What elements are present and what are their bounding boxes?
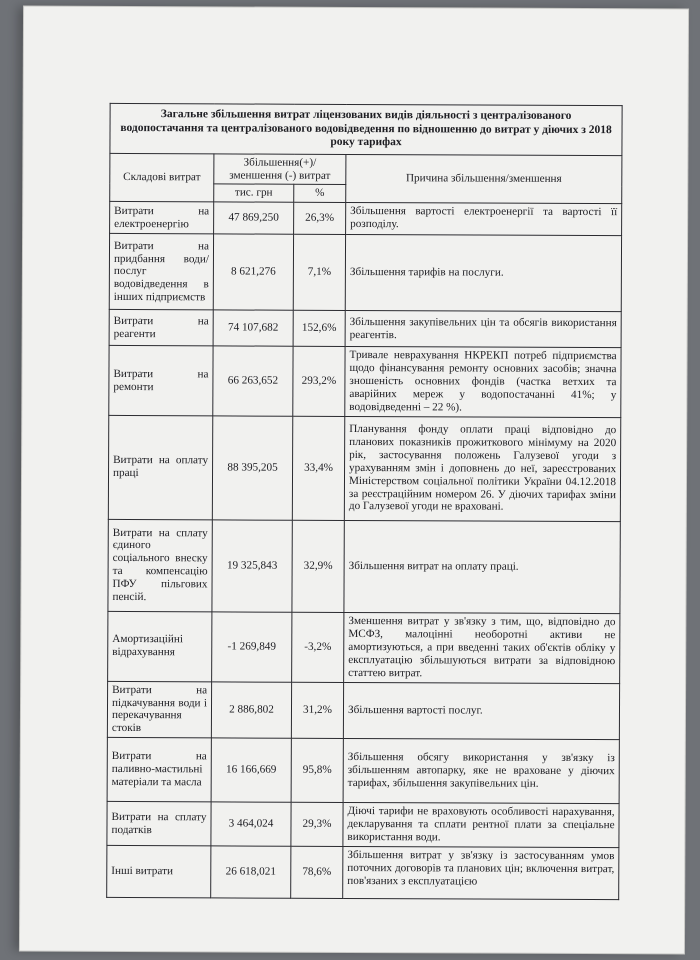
header-reason: Причина збільшення/зменшення [346,154,622,204]
document-page [106,103,621,900]
amount-cell: 66 263,652 [213,346,293,416]
percent-cell: 33,4% [292,416,344,520]
category-cell: Витрати на ремонти [109,346,213,416]
table-row [107,802,619,848]
amount-cell: 8 621,276 [213,234,293,310]
reason-cell: Зменшення витрат у зв'язку з тим, що, відповідно до МСФЗ, малоцінні необоротні активи не амортизуються, а при введенні таких об'єктів обліку у експлуатацію збільшуються витрати за відповідною статтею витрат. [344,612,620,683]
category-cell: Витрати на реагенти [109,310,213,346]
table-row [107,845,619,899]
table-row [109,346,621,418]
reason-cell: Збільшення закупівельних цін та обсягів використання реагентів. [345,311,621,348]
amount-cell: -1 269,849 [212,612,292,682]
reason-cell: Тривале неврахування НКРЕКП потреб підприємства щодо фінансування ремонту основних засобів; значна зношеність основних фондів (частка ветхих та аварійних мереж у водопостачанні 41%; у водовідведенні – 22 %). [345,347,621,418]
reason-cell: Збільшення витрат у зв'язку із застосуванням умов поточних договорів та планових цін; включення витрат, пов'язаних з експлуатацією [343,846,619,899]
amount-cell: 19 325,843 [212,520,292,612]
amount-cell: 47 869,250 [214,202,294,234]
category-cell: Амортизаційні відрахування [108,611,212,681]
header-row [110,153,622,186]
table-row [108,611,620,683]
category-cell: Витрати на електроенергію [110,202,214,234]
percent-cell: 293,2% [293,347,345,417]
amount-cell: 16 166,669 [211,738,291,802]
percent-cell: 152,6% [293,311,345,347]
table-title: Загальне збільшення витрат ліцензованих видів діяльності з централізованого водопостачання та централізованого водовідведення по відношенню до витрат у діючих з 2018 року тарифах [110,103,622,155]
percent-cell: 32,9% [292,520,344,612]
header-amount: тис. грн [214,184,294,202]
category-cell: Витрати на оплату праці [108,415,212,519]
amount-cell: 88 395,205 [212,416,292,520]
percent-cell: 26,3% [294,203,346,235]
amount-cell: 74 107,682 [213,310,293,346]
reason-cell: Збільшення вартості електроенергії та вартості її розподілу. [346,203,622,236]
table-row [107,738,619,804]
amount-cell: 3 464,024 [211,802,291,846]
amount-cell: 26 618,021 [211,846,291,898]
category-cell: Витрати на сплату єдиного соціального внеску та компенсацію ПФУ пільгових пенсій. [108,519,212,611]
reason-cell: Діючі тарифи не враховують особливості нарахування, декларування та сплати рентної плати за спеціальне використання води. [343,803,619,848]
percent-cell: 31,2% [291,682,343,739]
reason-cell: Збільшення тарифів на послуги. [345,235,621,312]
category-cell: Витрати на придбання води/послуг водовідведення в інших підприємств [109,234,213,310]
percent-cell: 7,1% [293,235,345,311]
header-component: Складові витрат [110,153,214,202]
reason-cell: Планування фонду оплати праці відповідно до планових показників прожиткового мінімуму на 2020 рік, застосування положень Галузевої угоди з урахуванням змін і доповнень до неї, зареєстрованих Міністерством соціальної політики України 04.12.2018 за реєстраційним номером 26. У діючих тарифах зміни до Галузевої угоди не враховані. [344,416,620,521]
reason-cell: Збільшення обсягу використання у зв'язку із збільшенням автопарку, яке не враховане у діючих тарифах, збільшення закупівельних цін. [343,739,619,804]
header-change: Збільшення(+)/зменшення (-) витрат [214,154,346,185]
table-row [108,415,620,521]
table-row [107,681,619,740]
category-cell: Витрати на підкачування води і перекачування стоків [107,681,211,738]
paper-sheet [20,7,688,954]
category-cell: Витрати на сплату податків [107,802,211,846]
percent-cell: 95,8% [291,738,343,802]
percent-cell: 78,6% [291,846,343,898]
table-row [110,202,622,236]
percent-cell: 29,3% [291,802,343,846]
category-cell: Витрати на паливно-мастильні матеріали та масла [107,738,211,802]
reason-cell: Збільшення вартості послуг. [343,682,619,740]
amount-cell: 2 886,802 [211,682,291,739]
table-row [109,310,621,348]
table-row [108,519,620,613]
title-row [110,103,622,155]
expense-table [106,103,623,900]
table-row [109,234,621,312]
reason-cell: Збільшення витрат на оплату праці. [344,520,620,613]
percent-cell: -3,2% [292,612,344,682]
header-percent: % [294,185,346,203]
category-cell: Інші витрати [107,845,211,897]
